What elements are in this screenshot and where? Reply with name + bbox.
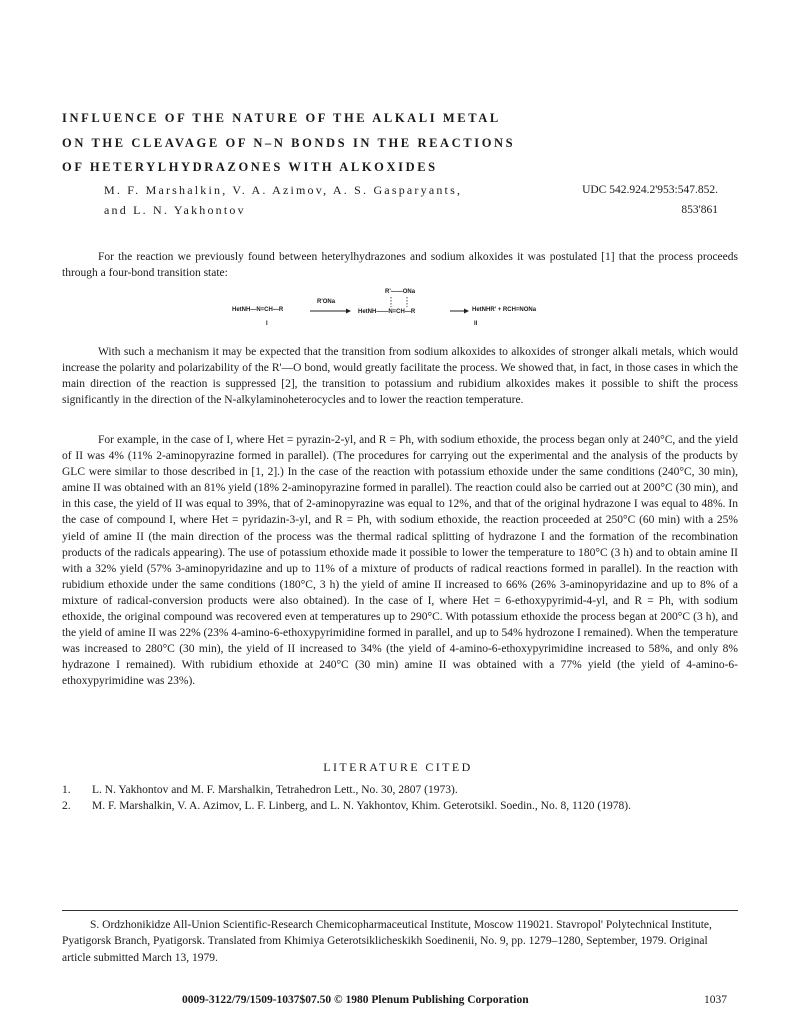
reference-text: L. N. Yakhontov and M. F. Marshalkin, Tetrahedron Lett., No. 30, 2807 (1973). [92,784,458,796]
paragraph-3-text: For example, in the case of I, where Het = pyrazin-2-yl, and R = Ph, with sodium ethoxide, the process began only at 240°C, and the yield of II was 4% (11% 2-aminopyrazine formed in parallel). (The procedures for carrying out the experimental and the analysis of the products by GLC were similar to those described in [1, 2].) In the case of the reaction with potassium ethoxide under the same conditions (240°C, 30 min), amine II was obtained with an 81% yield (18% 2-aminopyrazine formed in parallel). The reaction could also be carried out at 200°C (30 min), and in this case, the yield of II was equal to 39%, that of 2-aminopyrazine was equal to 12%, and that of the original hydrazone I was equal to 48%. In the case of compound I, where Het = pyridazin-3-yl, and R = Ph, with sodium ethoxide, the reaction proceeded at 250°C (60 min) with a 25% yield of amine II (the main direction of the process was the thermal radical splitting of hydrazone I and the formation of the recombination products of the radicals appearing). The use of potassium ethoxide made it possible to lower the temperature to 180°C (3 h) and to obtain amine II with a 32% yield (57% 3-aminopyridazine and up to 11% of a mixture of products of radical reactions formed in parallel). In the reaction with rubidium ethoxide under the same conditions (180°C, 3 h) the yield of amine II increased to 66% (26% 3-aminopyridazine and up to 8% of a mixture of radical-conversion products were also obtained). In the case of I, where Het = 6-ethoxypyrimid-4-yl, and R = Ph, with sodium ethoxide, the original compound was recovered even at temperatures up to 290°C. With potassium ethoxide the process began at 200°C (3 h), and the yield of amine II was 22% (23% 4-amino-6-ethoxypyrimidine formed in parallel, and up to 54% hydrozone I remained). When the temperature was increased to 280°C (30 min), the yield of II increased to 34% (the yield of 4-amino-6-ethoxypyrimidine increased to 58%, and only 8% hydrazone I remained). With rubidium ethoxide at 240°C (30 min) amine II was obtained with a 77% yield (the yield of 4-amino-6-ethoxypyrimidine was 23%). [62,434,738,688]
reactant-formula: HetNH—N=CH—R [232,307,284,313]
reagent-label: R'ONa [317,299,336,305]
title-line-2: ON THE CLEAVAGE OF N–N BONDS IN THE REACTIONS [62,135,516,150]
udc-line-2: 853'861 [681,203,718,216]
intro-paragraph [62,249,738,281]
transition-state-top: R'——ONa [385,289,416,295]
reference-number: 2. [62,800,71,813]
title-line-3: OF HETERYLHYDRAZONES WITH ALKOXIDES [62,160,438,174]
affiliation-footnote [62,917,738,966]
page-number: 1037 [704,994,727,1006]
footnote-divider [62,910,738,911]
body-paragraph [62,344,738,408]
body-paragraph [62,432,738,690]
paragraph-2-text: With such a mechanism it may be expected that the transition from sodium alkoxides to alkoxides of stronger alkali metals, which would increase the polarity and polarizability of the R'—O bond, would greatly facilitate the process. We showed that, in fact, in those cases in which the main direction of the reaction is suppressed [2], the transition to potassium and rubidium alkoxides makes it possible to shift the process significantly in the direction of the N-alkylaminoheterocycles and to lower the reaction temperature. [62,346,738,407]
product-label-II: II [474,321,478,327]
transition-state-bottom: HetNH——N=CH—R [358,309,416,315]
reaction-scheme [230,287,570,333]
udc-code [566,181,718,220]
udc-line-1: UDC 542.924.2'953:547.852. [582,184,718,196]
authors-line-2: and L. N. Yakhontov [104,202,246,217]
authors-line-1: M. F. Marshalkin, V. A. Azimov, A. S. Gasparyants, [104,183,463,197]
product-formula: HetNHR' + RCH=NONa [472,307,537,313]
reference-list [62,782,732,814]
reference-item [62,782,732,798]
reference-item [62,798,732,814]
literature-heading: LITERATURE CITED [323,760,473,774]
article-title [62,106,582,180]
intro-text: For the reaction we previously found between heterylhydrazones and sodium alkoxides it was postulated [1] that the process proceeds through a four-bond transition state: [62,251,738,280]
reactant-label-I: I [266,321,268,327]
reference-text: M. F. Marshalkin, V. A. Azimov, L. F. Linberg, and L. N. Yakhontov, Khim. Geterotsikl. Soedin., No. 8, 1120 (1978). [92,800,631,813]
reference-number: 1. [62,784,71,796]
copyright-line: 0009-3122/79/1509-1037$07.50 © 1980 Plenum Publishing Corporation [182,994,529,1006]
author-list [104,181,462,220]
title-line-1: INFLUENCE OF THE NATURE OF THE ALKALI METAL [62,111,501,125]
footnote-text: S. Ordzhonikidze All-Union Scientific-Research Chemicopharmaceutical Institute, Moscow 119021. Stavropol' Polytechnical Institute, Pyatigorsk Branch, Pyatigorsk. Translated from Khimiya Geterotsiklicheskikh Soedinenii, No. 9, pp. 1279–1280, September, 1979. Original article submitted March 13, 1979. [62,919,712,964]
